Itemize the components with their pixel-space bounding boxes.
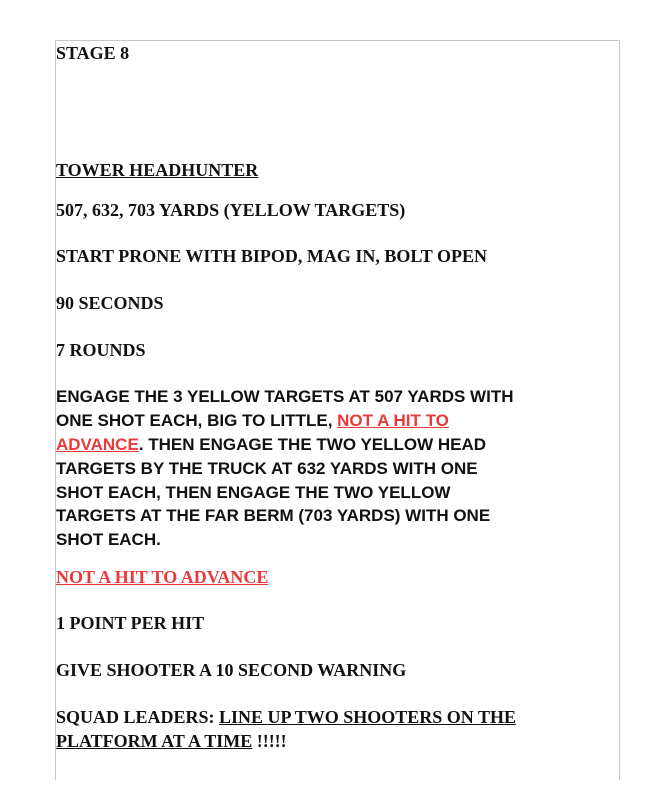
engage-line-5 — [56, 481, 450, 505]
squad-line-1 — [56, 705, 516, 729]
engage-text-2: ONE SHOT EACH, BIG TO LITTLE, — [56, 411, 338, 430]
stage-heading — [56, 41, 129, 65]
not-a-hit-highlight-1: NOT A HIT TO — [337, 411, 449, 430]
engage-line-1 — [56, 385, 514, 409]
engage-text-4: TARGETS BY THE TRUCK AT 632 YARDS WITH ONE — [56, 459, 478, 478]
engage-line-7 — [56, 528, 161, 552]
time-line — [56, 291, 164, 315]
squad-exclamation: !!!!! — [252, 731, 287, 751]
engage-line-3 — [56, 433, 486, 457]
start-text: START PRONE WITH BIPOD, MAG IN, BOLT OPEN — [56, 246, 487, 266]
start-position-line — [56, 244, 487, 268]
yards-text: 507, 632, 703 YARDS (YELLOW TARGETS) — [56, 200, 406, 220]
stage-title — [56, 158, 258, 182]
squad-line-2 — [56, 729, 287, 753]
not-a-hit-line — [56, 565, 268, 589]
squad-instruction-2: PLATFORM AT A TIME — [56, 731, 253, 751]
title-text: TOWER HEADHUNTER — [56, 160, 259, 180]
engage-text-7: SHOT EACH. — [56, 530, 161, 549]
rounds-line — [56, 338, 146, 362]
engage-text-1: ENGAGE THE 3 YELLOW TARGETS AT 507 YARDS WITH — [56, 387, 514, 406]
engage-line-6 — [56, 504, 490, 528]
rounds-text: 7 ROUNDS — [56, 340, 146, 360]
points-line — [56, 611, 204, 635]
engage-line-4 — [56, 457, 478, 481]
yards-line — [56, 198, 405, 222]
stage-text: STAGE 8 — [56, 43, 130, 63]
document-body — [56, 41, 616, 809]
squad-instruction-1: LINE UP TWO SHOOTERS ON THE — [219, 707, 516, 727]
not-a-hit-highlight-2: NOT A HIT TO ADVANCE — [56, 567, 269, 587]
engage-text-5: SHOT EACH, THEN ENGAGE THE TWO YELLOW — [56, 483, 451, 502]
engage-text-6: TARGETS AT THE FAR BERM (703 YARDS) WITH ONE — [56, 506, 491, 525]
advance-highlight: ADVANCE — [56, 435, 139, 454]
warning-line — [56, 658, 406, 682]
points-text: 1 POINT PER HIT — [56, 613, 205, 633]
engage-line-2 — [56, 409, 449, 433]
warning-text: GIVE SHOOTER A 10 SECOND WARNING — [56, 660, 407, 680]
time-text: 90 SECONDS — [56, 293, 164, 313]
engage-text-3: . THEN ENGAGE THE TWO YELLOW HEAD — [138, 435, 487, 454]
squad-label: SQUAD LEADERS: — [56, 707, 220, 727]
document-page — [55, 40, 620, 780]
